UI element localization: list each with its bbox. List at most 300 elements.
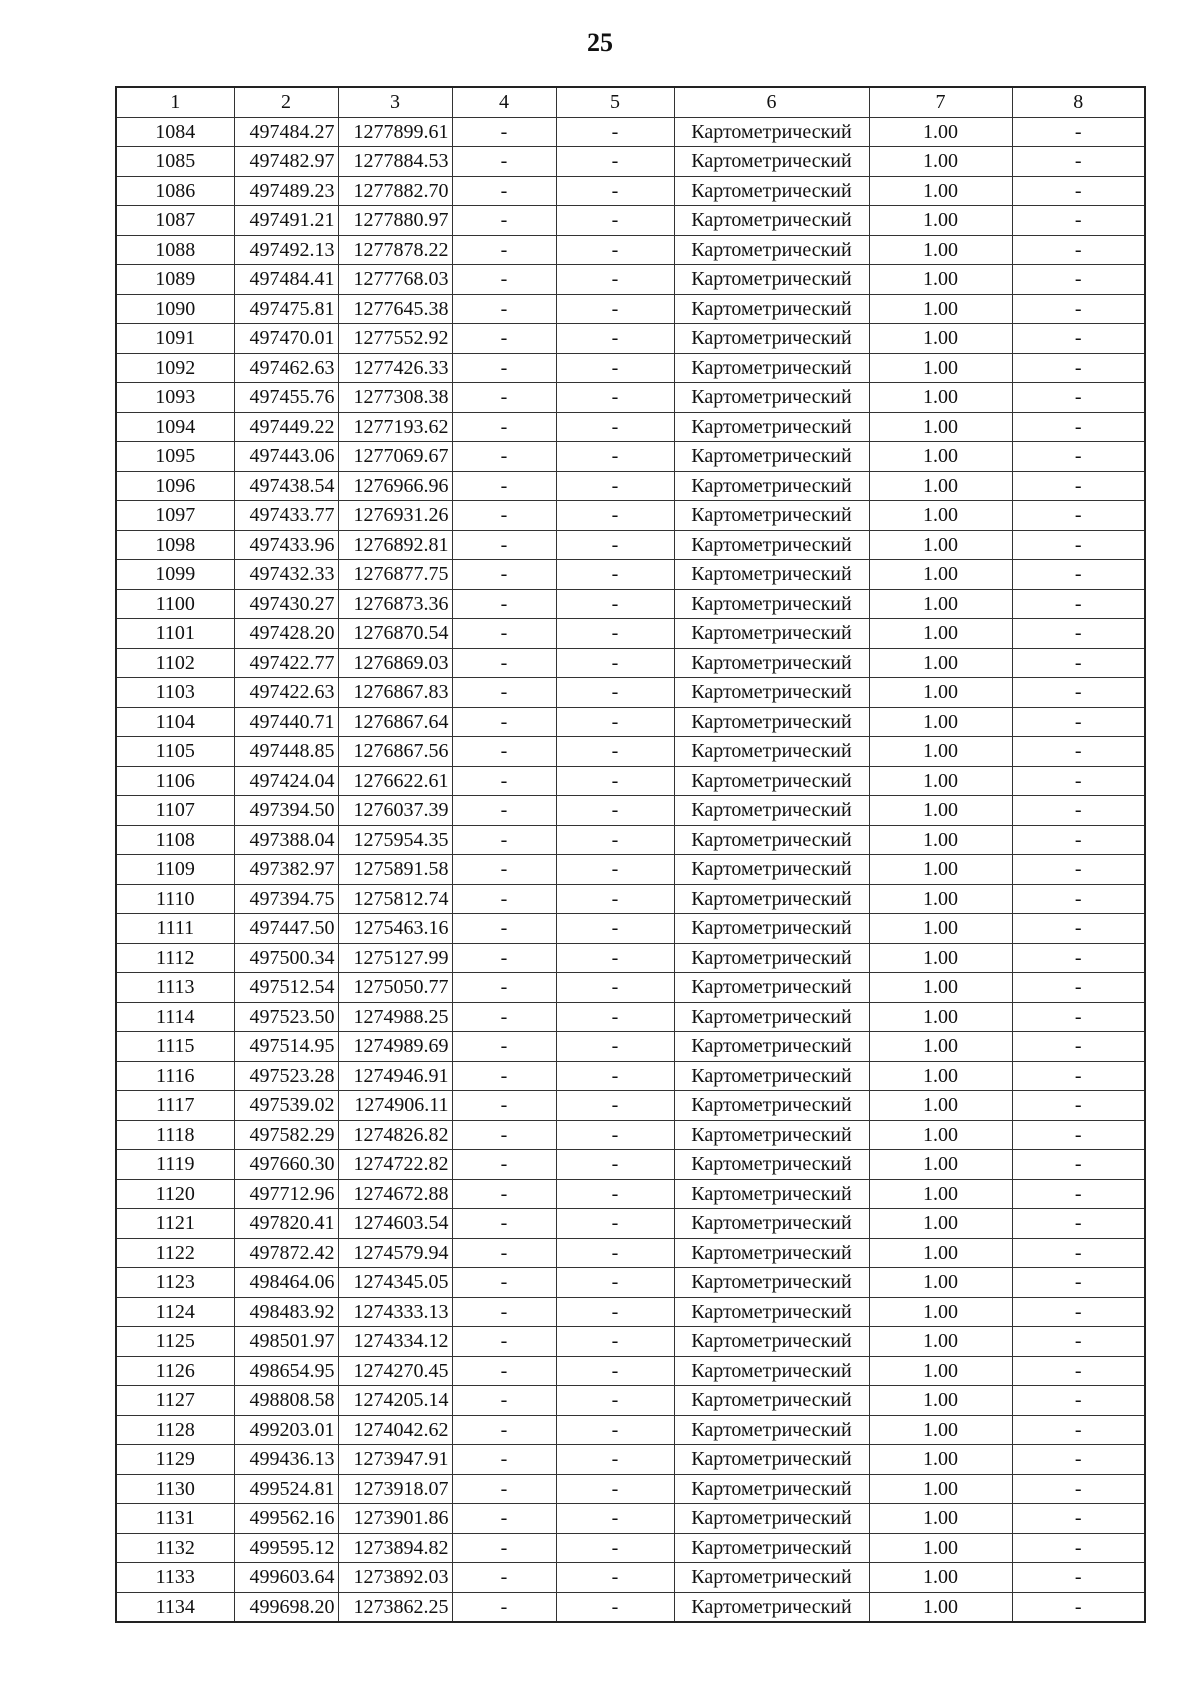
- y-coordinate-cell: 1276877.75: [338, 560, 452, 590]
- x-coordinate-cell: 497484.41: [234, 265, 338, 295]
- y-coordinate-cell: 1274672.88: [338, 1179, 452, 1209]
- method-cell: Картометрический: [674, 1150, 869, 1180]
- point-number-cell: 1127: [116, 1386, 234, 1416]
- method-cell: Картометрический: [674, 471, 869, 501]
- col5-value-cell: -: [556, 117, 674, 147]
- accuracy-cell: 1.00: [869, 737, 1012, 767]
- accuracy-cell: 1.00: [869, 1445, 1012, 1475]
- y-coordinate-cell: 1274042.62: [338, 1415, 452, 1445]
- table-row: [116, 560, 1145, 590]
- col8-value-cell: -: [1012, 1356, 1145, 1386]
- column-header: 7: [869, 87, 1012, 117]
- col4-value-cell: -: [452, 560, 556, 590]
- method-cell: Картометрический: [674, 530, 869, 560]
- table-row: [116, 117, 1145, 147]
- accuracy-cell: 1.00: [869, 265, 1012, 295]
- accuracy-cell: 1.00: [869, 1032, 1012, 1062]
- col5-value-cell: -: [556, 324, 674, 354]
- method-cell: Картометрический: [674, 884, 869, 914]
- table-row: [116, 973, 1145, 1003]
- table-row: [116, 766, 1145, 796]
- accuracy-cell: 1.00: [869, 501, 1012, 531]
- point-number-cell: 1128: [116, 1415, 234, 1445]
- col4-value-cell: -: [452, 1061, 556, 1091]
- method-cell: Картометрический: [674, 1563, 869, 1593]
- x-coordinate-cell: 499436.13: [234, 1445, 338, 1475]
- y-coordinate-cell: 1274205.14: [338, 1386, 452, 1416]
- y-coordinate-cell: 1277426.33: [338, 353, 452, 383]
- table-row: [116, 1386, 1145, 1416]
- col4-value-cell: -: [452, 1592, 556, 1622]
- col4-value-cell: -: [452, 648, 556, 678]
- col5-value-cell: -: [556, 678, 674, 708]
- col8-value-cell: -: [1012, 766, 1145, 796]
- point-number-cell: 1116: [116, 1061, 234, 1091]
- point-number-cell: 1105: [116, 737, 234, 767]
- method-cell: Картометрический: [674, 1474, 869, 1504]
- method-cell: Картометрический: [674, 412, 869, 442]
- method-cell: Картометрический: [674, 442, 869, 472]
- col8-value-cell: -: [1012, 294, 1145, 324]
- column-header: 2: [234, 87, 338, 117]
- y-coordinate-cell: 1274334.12: [338, 1327, 452, 1357]
- accuracy-cell: 1.00: [869, 1002, 1012, 1032]
- method-cell: Картометрический: [674, 1238, 869, 1268]
- method-cell: Картометрический: [674, 943, 869, 973]
- y-coordinate-cell: 1273901.86: [338, 1504, 452, 1534]
- x-coordinate-cell: 499595.12: [234, 1533, 338, 1563]
- col4-value-cell: -: [452, 1533, 556, 1563]
- method-cell: Картометрический: [674, 855, 869, 885]
- col8-value-cell: -: [1012, 501, 1145, 531]
- accuracy-cell: 1.00: [869, 855, 1012, 885]
- col8-value-cell: -: [1012, 117, 1145, 147]
- point-number-cell: 1088: [116, 235, 234, 265]
- col5-value-cell: -: [556, 1268, 674, 1298]
- x-coordinate-cell: 497475.81: [234, 294, 338, 324]
- y-coordinate-cell: 1276869.03: [338, 648, 452, 678]
- x-coordinate-cell: 497394.50: [234, 796, 338, 826]
- col8-value-cell: -: [1012, 1179, 1145, 1209]
- col4-value-cell: -: [452, 412, 556, 442]
- point-number-cell: 1122: [116, 1238, 234, 1268]
- accuracy-cell: 1.00: [869, 353, 1012, 383]
- col4-value-cell: -: [452, 1268, 556, 1298]
- col8-value-cell: -: [1012, 383, 1145, 413]
- col5-value-cell: -: [556, 383, 674, 413]
- column-header: 6: [674, 87, 869, 117]
- x-coordinate-cell: 497489.23: [234, 176, 338, 206]
- table-row: [116, 1533, 1145, 1563]
- col4-value-cell: -: [452, 678, 556, 708]
- method-cell: Картометрический: [674, 1592, 869, 1622]
- point-number-cell: 1094: [116, 412, 234, 442]
- col8-value-cell: -: [1012, 1209, 1145, 1239]
- accuracy-cell: 1.00: [869, 1592, 1012, 1622]
- table-row: [116, 471, 1145, 501]
- y-coordinate-cell: 1275891.58: [338, 855, 452, 885]
- accuracy-cell: 1.00: [869, 1120, 1012, 1150]
- table-row: [116, 1474, 1145, 1504]
- accuracy-cell: 1.00: [869, 1238, 1012, 1268]
- col8-value-cell: -: [1012, 1386, 1145, 1416]
- accuracy-cell: 1.00: [869, 1179, 1012, 1209]
- point-number-cell: 1092: [116, 353, 234, 383]
- table-row: [116, 265, 1145, 295]
- col4-value-cell: -: [452, 530, 556, 560]
- col4-value-cell: -: [452, 1445, 556, 1475]
- x-coordinate-cell: 497523.50: [234, 1002, 338, 1032]
- accuracy-cell: 1.00: [869, 1209, 1012, 1239]
- col8-value-cell: -: [1012, 1415, 1145, 1445]
- y-coordinate-cell: 1277552.92: [338, 324, 452, 354]
- col5-value-cell: -: [556, 1032, 674, 1062]
- y-coordinate-cell: 1277880.97: [338, 206, 452, 236]
- accuracy-cell: 1.00: [869, 943, 1012, 973]
- y-coordinate-cell: 1274826.82: [338, 1120, 452, 1150]
- col4-value-cell: -: [452, 353, 556, 383]
- col4-value-cell: -: [452, 1415, 556, 1445]
- method-cell: Картометрический: [674, 1356, 869, 1386]
- point-number-cell: 1110: [116, 884, 234, 914]
- y-coordinate-cell: 1273892.03: [338, 1563, 452, 1593]
- col5-value-cell: -: [556, 530, 674, 560]
- col5-value-cell: -: [556, 1563, 674, 1593]
- method-cell: Картометрический: [674, 796, 869, 826]
- col8-value-cell: -: [1012, 1268, 1145, 1298]
- accuracy-cell: 1.00: [869, 1150, 1012, 1180]
- x-coordinate-cell: 497470.01: [234, 324, 338, 354]
- x-coordinate-cell: 497484.27: [234, 117, 338, 147]
- point-number-cell: 1133: [116, 1563, 234, 1593]
- method-cell: Картометрический: [674, 1327, 869, 1357]
- method-cell: Картометрический: [674, 1032, 869, 1062]
- y-coordinate-cell: 1276966.96: [338, 471, 452, 501]
- accuracy-cell: 1.00: [869, 1297, 1012, 1327]
- y-coordinate-cell: 1277878.22: [338, 235, 452, 265]
- y-coordinate-cell: 1277069.67: [338, 442, 452, 472]
- point-number-cell: 1103: [116, 678, 234, 708]
- col5-value-cell: -: [556, 766, 674, 796]
- x-coordinate-cell: 497428.20: [234, 619, 338, 649]
- method-cell: Картометрический: [674, 648, 869, 678]
- y-coordinate-cell: 1276867.83: [338, 678, 452, 708]
- y-coordinate-cell: 1277884.53: [338, 147, 452, 177]
- x-coordinate-cell: 497820.41: [234, 1209, 338, 1239]
- accuracy-cell: 1.00: [869, 884, 1012, 914]
- col5-value-cell: -: [556, 707, 674, 737]
- col5-value-cell: -: [556, 265, 674, 295]
- accuracy-cell: 1.00: [869, 412, 1012, 442]
- method-cell: Картометрический: [674, 176, 869, 206]
- x-coordinate-cell: 497482.97: [234, 147, 338, 177]
- col5-value-cell: -: [556, 619, 674, 649]
- col5-value-cell: -: [556, 1297, 674, 1327]
- table-row: [116, 176, 1145, 206]
- table-row: [116, 589, 1145, 619]
- table-row: [116, 1297, 1145, 1327]
- point-number-cell: 1113: [116, 973, 234, 1003]
- col4-value-cell: -: [452, 707, 556, 737]
- accuracy-cell: 1.00: [869, 560, 1012, 590]
- accuracy-cell: 1.00: [869, 796, 1012, 826]
- table-row: [116, 353, 1145, 383]
- col5-value-cell: -: [556, 1327, 674, 1357]
- point-number-cell: 1089: [116, 265, 234, 295]
- y-coordinate-cell: 1277193.62: [338, 412, 452, 442]
- method-cell: Картометрический: [674, 1415, 869, 1445]
- y-coordinate-cell: 1275463.16: [338, 914, 452, 944]
- table-row: [116, 383, 1145, 413]
- col4-value-cell: -: [452, 884, 556, 914]
- method-cell: Картометрический: [674, 914, 869, 944]
- accuracy-cell: 1.00: [869, 530, 1012, 560]
- col4-value-cell: -: [452, 1032, 556, 1062]
- accuracy-cell: 1.00: [869, 1563, 1012, 1593]
- method-cell: Картометрический: [674, 707, 869, 737]
- col8-value-cell: -: [1012, 324, 1145, 354]
- col5-value-cell: -: [556, 1445, 674, 1475]
- y-coordinate-cell: 1274989.69: [338, 1032, 452, 1062]
- table-row: [116, 943, 1145, 973]
- col8-value-cell: -: [1012, 884, 1145, 914]
- accuracy-cell: 1.00: [869, 825, 1012, 855]
- col5-value-cell: -: [556, 1209, 674, 1239]
- col4-value-cell: -: [452, 855, 556, 885]
- accuracy-cell: 1.00: [869, 383, 1012, 413]
- col4-value-cell: -: [452, 1238, 556, 1268]
- col5-value-cell: -: [556, 1592, 674, 1622]
- col4-value-cell: -: [452, 1504, 556, 1534]
- col5-value-cell: -: [556, 1415, 674, 1445]
- col5-value-cell: -: [556, 1474, 674, 1504]
- col5-value-cell: -: [556, 471, 674, 501]
- x-coordinate-cell: 497448.85: [234, 737, 338, 767]
- col8-value-cell: -: [1012, 1150, 1145, 1180]
- y-coordinate-cell: 1274270.45: [338, 1356, 452, 1386]
- method-cell: Картометрический: [674, 589, 869, 619]
- column-header: 4: [452, 87, 556, 117]
- col8-value-cell: -: [1012, 973, 1145, 1003]
- x-coordinate-cell: 498808.58: [234, 1386, 338, 1416]
- col5-value-cell: -: [556, 973, 674, 1003]
- x-coordinate-cell: 497512.54: [234, 973, 338, 1003]
- col8-value-cell: -: [1012, 560, 1145, 590]
- col5-value-cell: -: [556, 1238, 674, 1268]
- table-row: [116, 1091, 1145, 1121]
- table-row: [116, 1120, 1145, 1150]
- y-coordinate-cell: 1277882.70: [338, 176, 452, 206]
- table-row: [116, 796, 1145, 826]
- y-coordinate-cell: 1276873.36: [338, 589, 452, 619]
- y-coordinate-cell: 1273862.25: [338, 1592, 452, 1622]
- x-coordinate-cell: 497422.63: [234, 678, 338, 708]
- x-coordinate-cell: 497382.97: [234, 855, 338, 885]
- x-coordinate-cell: 497455.76: [234, 383, 338, 413]
- column-header: 3: [338, 87, 452, 117]
- point-number-cell: 1114: [116, 1002, 234, 1032]
- col4-value-cell: -: [452, 442, 556, 472]
- col8-value-cell: -: [1012, 1474, 1145, 1504]
- point-number-cell: 1106: [116, 766, 234, 796]
- col8-value-cell: -: [1012, 1238, 1145, 1268]
- method-cell: Картометрический: [674, 678, 869, 708]
- accuracy-cell: 1.00: [869, 176, 1012, 206]
- page-number: 25: [587, 28, 613, 57]
- y-coordinate-cell: 1277899.61: [338, 117, 452, 147]
- y-coordinate-cell: 1274333.13: [338, 1297, 452, 1327]
- column-header: 8: [1012, 87, 1145, 117]
- table-row: [116, 678, 1145, 708]
- point-number-cell: 1090: [116, 294, 234, 324]
- point-number-cell: 1111: [116, 914, 234, 944]
- x-coordinate-cell: 497660.30: [234, 1150, 338, 1180]
- col5-value-cell: -: [556, 1120, 674, 1150]
- point-number-cell: 1097: [116, 501, 234, 531]
- x-coordinate-cell: 497462.63: [234, 353, 338, 383]
- method-cell: Картометрический: [674, 235, 869, 265]
- accuracy-cell: 1.00: [869, 1415, 1012, 1445]
- col5-value-cell: -: [556, 796, 674, 826]
- col4-value-cell: -: [452, 1563, 556, 1593]
- point-number-cell: 1118: [116, 1120, 234, 1150]
- x-coordinate-cell: 497438.54: [234, 471, 338, 501]
- x-coordinate-cell: 499524.81: [234, 1474, 338, 1504]
- col4-value-cell: -: [452, 176, 556, 206]
- point-number-cell: 1121: [116, 1209, 234, 1239]
- col4-value-cell: -: [452, 1209, 556, 1239]
- col5-value-cell: -: [556, 501, 674, 531]
- method-cell: Картометрический: [674, 1297, 869, 1327]
- accuracy-cell: 1.00: [869, 707, 1012, 737]
- col8-value-cell: -: [1012, 589, 1145, 619]
- accuracy-cell: 1.00: [869, 648, 1012, 678]
- table-row: [116, 324, 1145, 354]
- point-number-cell: 1107: [116, 796, 234, 826]
- y-coordinate-cell: 1275050.77: [338, 973, 452, 1003]
- point-number-cell: 1108: [116, 825, 234, 855]
- col4-value-cell: -: [452, 1179, 556, 1209]
- method-cell: Картометрический: [674, 1179, 869, 1209]
- accuracy-cell: 1.00: [869, 147, 1012, 177]
- col8-value-cell: -: [1012, 1297, 1145, 1327]
- col8-value-cell: -: [1012, 914, 1145, 944]
- col4-value-cell: -: [452, 117, 556, 147]
- col5-value-cell: -: [556, 737, 674, 767]
- col8-value-cell: -: [1012, 796, 1145, 826]
- table-body: [116, 117, 1145, 1622]
- x-coordinate-cell: 498483.92: [234, 1297, 338, 1327]
- method-cell: Картометрический: [674, 973, 869, 1003]
- col5-value-cell: -: [556, 825, 674, 855]
- method-cell: Картометрический: [674, 294, 869, 324]
- x-coordinate-cell: 497712.96: [234, 1179, 338, 1209]
- table-row: [116, 648, 1145, 678]
- col5-value-cell: -: [556, 442, 674, 472]
- method-cell: Картометрический: [674, 737, 869, 767]
- point-number-cell: 1132: [116, 1533, 234, 1563]
- y-coordinate-cell: 1276867.64: [338, 707, 452, 737]
- point-number-cell: 1115: [116, 1032, 234, 1062]
- point-number-cell: 1087: [116, 206, 234, 236]
- x-coordinate-cell: 498501.97: [234, 1327, 338, 1357]
- accuracy-cell: 1.00: [869, 442, 1012, 472]
- col5-value-cell: -: [556, 1386, 674, 1416]
- method-cell: Картометрический: [674, 1120, 869, 1150]
- x-coordinate-cell: 498654.95: [234, 1356, 338, 1386]
- x-coordinate-cell: 498464.06: [234, 1268, 338, 1298]
- table-row: [116, 1356, 1145, 1386]
- y-coordinate-cell: 1276870.54: [338, 619, 452, 649]
- accuracy-cell: 1.00: [869, 471, 1012, 501]
- y-coordinate-cell: 1274603.54: [338, 1209, 452, 1239]
- header-row: [116, 87, 1145, 117]
- accuracy-cell: 1.00: [869, 1386, 1012, 1416]
- method-cell: Картометрический: [674, 619, 869, 649]
- table-row: [116, 294, 1145, 324]
- method-cell: Картометрический: [674, 206, 869, 236]
- col4-value-cell: -: [452, 294, 556, 324]
- y-coordinate-cell: 1277308.38: [338, 383, 452, 413]
- col8-value-cell: -: [1012, 619, 1145, 649]
- accuracy-cell: 1.00: [869, 324, 1012, 354]
- col5-value-cell: -: [556, 1061, 674, 1091]
- y-coordinate-cell: 1275127.99: [338, 943, 452, 973]
- col4-value-cell: -: [452, 1327, 556, 1357]
- table-row: [116, 884, 1145, 914]
- col4-value-cell: -: [452, 1150, 556, 1180]
- x-coordinate-cell: 499562.16: [234, 1504, 338, 1534]
- col4-value-cell: -: [452, 383, 556, 413]
- col8-value-cell: -: [1012, 1061, 1145, 1091]
- x-coordinate-cell: 497443.06: [234, 442, 338, 472]
- col4-value-cell: -: [452, 235, 556, 265]
- y-coordinate-cell: 1274345.05: [338, 1268, 452, 1298]
- y-coordinate-cell: 1276867.56: [338, 737, 452, 767]
- x-coordinate-cell: 497500.34: [234, 943, 338, 973]
- col8-value-cell: -: [1012, 678, 1145, 708]
- method-cell: Картометрический: [674, 825, 869, 855]
- col5-value-cell: -: [556, 176, 674, 206]
- accuracy-cell: 1.00: [869, 1268, 1012, 1298]
- table-row: [116, 737, 1145, 767]
- point-number-cell: 1100: [116, 589, 234, 619]
- col8-value-cell: -: [1012, 707, 1145, 737]
- col5-value-cell: -: [556, 1091, 674, 1121]
- point-number-cell: 1109: [116, 855, 234, 885]
- col5-value-cell: -: [556, 1002, 674, 1032]
- table-row: [116, 1179, 1145, 1209]
- col4-value-cell: -: [452, 766, 556, 796]
- point-number-cell: 1117: [116, 1091, 234, 1121]
- y-coordinate-cell: 1277768.03: [338, 265, 452, 295]
- y-coordinate-cell: 1276892.81: [338, 530, 452, 560]
- point-number-cell: 1129: [116, 1445, 234, 1475]
- point-number-cell: 1120: [116, 1179, 234, 1209]
- col8-value-cell: -: [1012, 265, 1145, 295]
- accuracy-cell: 1.00: [869, 1091, 1012, 1121]
- col8-value-cell: -: [1012, 1445, 1145, 1475]
- x-coordinate-cell: 497430.27: [234, 589, 338, 619]
- col4-value-cell: -: [452, 914, 556, 944]
- point-number-cell: 1134: [116, 1592, 234, 1622]
- x-coordinate-cell: 497872.42: [234, 1238, 338, 1268]
- point-number-cell: 1098: [116, 530, 234, 560]
- col8-value-cell: -: [1012, 442, 1145, 472]
- x-coordinate-cell: 497539.02: [234, 1091, 338, 1121]
- accuracy-cell: 1.00: [869, 1504, 1012, 1534]
- accuracy-cell: 1.00: [869, 294, 1012, 324]
